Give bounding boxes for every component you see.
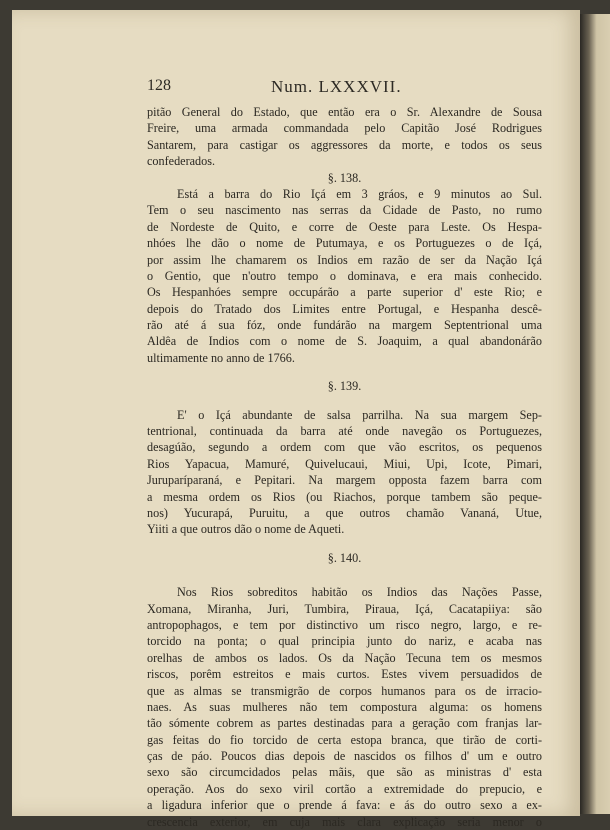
text-line: naes. As suas mulheres não tem compostura alguma: os homens xyxy=(147,699,542,714)
text-line: tão sómente cobrem as partes destinadas para a geração com franjas lar- xyxy=(147,716,542,731)
text-line: que as almas se transmigrão de corpos humanos para os de irracio- xyxy=(147,683,542,698)
text-line: Xomana, Miranha, Juri, Tumbira, Piraua, Içá, Cacatapiiya: são xyxy=(147,601,542,616)
running-head: Num. LXXXVII. xyxy=(271,77,402,96)
text-line: Juruparíparaná, e Pepitari. Na margem opposta fazem barra com xyxy=(147,473,542,488)
text-line: rão até á sua fóz, onde fundárão na margem Septentrional uma xyxy=(147,318,542,333)
text-line: Os Hespanhóes sempre occupárão a parte superior d' este Rio; e xyxy=(147,285,542,300)
text-line: o Gentio, que n'outro tempo o dominava, e era mais conhecido. xyxy=(147,268,542,283)
text-line: gas feitas do fio torcido de certa estopa branca, que tirão de corti- xyxy=(147,732,542,747)
text-line: depois do Tratado dos Limites entre Portugal, e Hespanha descê- xyxy=(147,301,542,316)
text-line: por assim lhe chamarem os Indios em razão de ser da Nação Içá xyxy=(147,252,542,267)
text-line: a ligadura inferior que o prende á fava: e ás do outro sexo a ex- xyxy=(147,798,542,813)
section-heading: §. 138. xyxy=(327,170,362,185)
section-heading: §. 140. xyxy=(327,550,362,565)
text-line: de Nordeste de Quito, e corre de Oeste para Leste. Os Hespa- xyxy=(147,219,542,234)
text-line: a mesma ordem os Rios (ou Riachos, porque tambem são peque- xyxy=(147,489,542,504)
text-line: pitão General do Estado, que então era o Sr. Alexandre de Sousa xyxy=(147,105,542,119)
text-line: ças de páo. Poucos dias depois de nascidos os filhos d' um e outro xyxy=(147,749,542,764)
text-line: riscos, porêm estreitos e mais curtos. Estes vivem persuadidos de xyxy=(147,667,542,682)
spacer xyxy=(147,538,542,550)
text-line: Yiiti a que outros dão o nome de Aqueti. xyxy=(147,522,345,537)
text-line: Aldêa de Indios com o nome de S. Joaquim, a qual abandonárão xyxy=(147,334,542,349)
body-text xyxy=(147,104,542,830)
text-line: Santarem, para castigar os aggressores da morte, e todos os seus xyxy=(147,137,542,152)
text-line: ultimamente no anno de 1766. xyxy=(147,350,295,365)
text-line: Está a barra do Rio Içá em 3 gráos, e 9 minutos ao Sul. xyxy=(177,186,542,201)
text-line: Rios Yapacua, Mamuré, Quivelucaui, Miui, Upi, Icote, Pimari, xyxy=(147,456,542,471)
text-line: tentrional, continuada da barra até onde navegão os Portuguezes, xyxy=(147,424,542,439)
adjacent-page-edge xyxy=(580,14,610,814)
text-line: nos) Yucurapá, Puruitu, a que outros chamão Vananá, Utue, xyxy=(147,505,542,520)
spacer xyxy=(147,566,542,584)
text-line: torcido na ponta; o qual principia junto do nariz, e acaba nas xyxy=(147,634,542,649)
text-line: antropophagos, e tem por distinctivo um risco negro, largo, e re- xyxy=(147,617,542,632)
text-line: nhóes lhe dão o nome de Putumaya, e os Portuguezes o de Içá, xyxy=(147,236,542,251)
text-line: desagúão, segundo a ordem com que vão escritos, os pequenos xyxy=(147,440,542,455)
page-number: 128 xyxy=(147,77,171,94)
text-line: Freire, uma armada commandada pelo Capitão José Rodrigues xyxy=(147,121,542,136)
text-line: orelhas de ambos os lados. Os da Nação Tecuna tem os mesmos xyxy=(147,650,542,665)
text-line: Nos Rios sobreditos habitão os Indios das Nações Passe, xyxy=(177,585,542,600)
text-line: E' o Içá abundante de salsa parrilha. Na sua margem Sep- xyxy=(177,407,542,422)
text-line: crescencia exterior, em cuja mais clara explicação seria menor o xyxy=(147,814,542,829)
text-line: operação. Aos do sexo viril cortão a extremidade do prepucio, e xyxy=(147,781,542,796)
text-line: Tem o seu nascimento nas serras da Cidade de Pasto, no rumo xyxy=(147,203,542,218)
page-header xyxy=(147,77,542,101)
text-line: sexo são circumcidados pelas mãis, que são as ministras d' esta xyxy=(147,765,542,780)
spacer xyxy=(147,366,542,378)
text-line: confederados. xyxy=(147,154,216,169)
section-heading: §. 139. xyxy=(327,379,362,394)
spacer xyxy=(147,395,542,407)
